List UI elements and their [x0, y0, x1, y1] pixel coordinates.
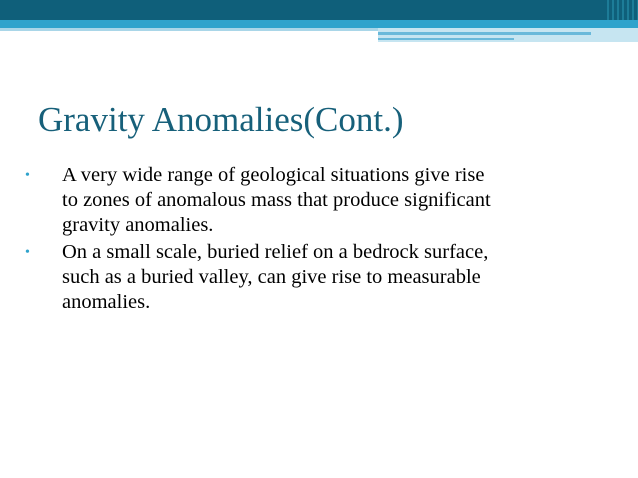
bullet-line: to zones of anomalous mass that produce significant — [62, 189, 491, 211]
bullet-line: gravity anomalies. — [62, 214, 214, 236]
header-band — [0, 0, 638, 46]
header-band-dark — [0, 0, 638, 20]
bullet-item — [22, 163, 602, 238]
header-accent-line — [378, 38, 514, 40]
bullet-line: such as a buried valley, can give rise to measurable — [62, 266, 481, 288]
bullet-icon: • — [25, 245, 30, 260]
bullet-item — [22, 240, 602, 315]
header-accent-line — [378, 32, 591, 35]
header-band-light — [0, 20, 638, 28]
bullet-line: On a small scale, buried relief on a bedrock surface, — [62, 241, 489, 263]
bullet-icon: • — [25, 168, 30, 183]
bullet-line: anomalies. — [62, 291, 151, 313]
slide-title: Gravity Anomalies(Cont.) — [38, 100, 404, 139]
header-stripes — [604, 0, 638, 20]
bullet-list — [22, 163, 602, 317]
header-band-thin-line — [0, 28, 378, 31]
bullet-line: A very wide range of geological situations give rise — [62, 164, 485, 186]
